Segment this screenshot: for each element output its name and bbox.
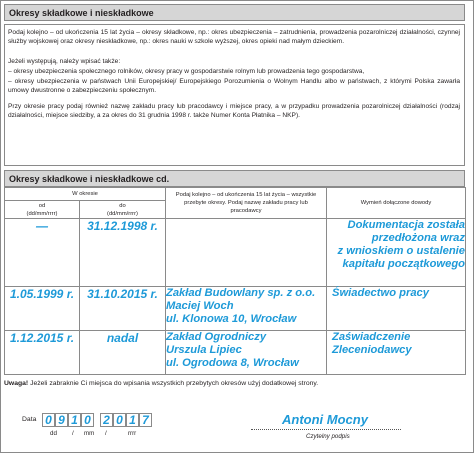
table-row: [5, 331, 466, 375]
note-text: Jeżeli zabraknie Ci miejsca do wpisania wszystkich przebytych okresów użyj dodatkowej strony.: [30, 380, 319, 387]
employer-description[interactable]: [166, 219, 327, 287]
header-to: do (dd/mm/rrrr): [80, 201, 166, 219]
section-title-periods: Okresy składkowe i nieskładkowe: [4, 4, 465, 21]
from-date[interactable]: 1.05.1999 r.: [5, 287, 80, 331]
date-digit-box[interactable]: 0: [81, 413, 94, 427]
attached-documents[interactable]: Świadectwo pracy: [327, 287, 466, 331]
date-digit-box[interactable]: 7: [139, 413, 152, 427]
instruction-bullet-2: – okresy ubezpieczenia w państwach Unii Europejskiej/ Europejskiego Porozumienia o Wolnym Handlu albo w państwach, z którymi Polska zawarła umowy dwustronne o zabezpieczeniu społecznym.: [8, 78, 460, 95]
table-row: [5, 287, 466, 331]
attached-documents[interactable]: Zaświadczenie Zleceniodawcy: [327, 331, 466, 375]
header-period: W okresie: [5, 188, 166, 201]
to-date[interactable]: 31.12.1998 r.: [80, 219, 166, 287]
date-digit-box[interactable]: 2: [100, 413, 113, 427]
instruction-paragraph-1: Podaj kolejno – od ukończenia 15 lat życia – okresy składkowe, np.: okres ubezpieczenia – zatrudnienia, prowadzenia pozarolniczej działalności, czynnej służby wojskowej oraz okresy nieskładkowe, np.: okres nauki w szkole wyższej, okres opieki nad małym dzieckiem.: [8, 29, 460, 46]
date-format-yyyy: rrrr: [128, 430, 137, 437]
header-documents: Wymień dołączone dowody: [327, 188, 466, 219]
date-digit-box[interactable]: 0: [42, 413, 55, 427]
signature-line: [251, 429, 401, 430]
section-title-periods-cont: Okresy składkowe i nieskładkowe cd.: [4, 170, 465, 187]
attached-documents[interactable]: Dokumentacja została przedłożona wraz z wnioskiem o ustalenie kapitału początkowego: [327, 219, 466, 287]
date-digit-box[interactable]: 1: [126, 413, 139, 427]
signature[interactable]: Antoni Mocny: [282, 412, 368, 427]
employer-description[interactable]: Zakład Budowlany sp. z o.o. Maciej Woch ul. Klonowa 10, Wrocław: [166, 287, 327, 331]
date-digit-box[interactable]: 9: [55, 413, 68, 427]
periods-table: [4, 187, 466, 375]
signature-caption: Czytelny podpis: [306, 433, 350, 440]
to-date[interactable]: nadal: [80, 331, 166, 375]
instruction-paragraph-3: Przy okresie pracy podaj również nazwę zakładu pracy lub pracodawcy i miejsce pracy, a w przypadku prowadzenia pozarolniczej działalności (rodzaj działalności, miejsce siedziby, a za okres do 31 grudnia 1998 r. także Numer Konta Płatnika – NKP).: [8, 103, 460, 120]
from-date[interactable]: —: [5, 219, 80, 287]
date-label: Data: [22, 416, 37, 423]
header-description: Podaj kolejno – od ukończenia 15 lat życia – wszystkie przebyte okresy. Podaj nazwę zakładu pracy lub pracodawcy: [166, 188, 327, 219]
note-label: Uwaga!: [4, 380, 29, 387]
to-date[interactable]: 31.10.2015 r.: [80, 287, 166, 331]
instruction-paragraph-2: Jeżeli występują, należy wpisać także:: [8, 58, 121, 65]
from-date[interactable]: 1.12.2015 r.: [5, 331, 80, 375]
date-format-mm: mm: [84, 430, 95, 437]
date-digit-box[interactable]: 1: [68, 413, 81, 427]
instruction-bullet-1: – okresy ubezpieczenia społecznego rolników, okresy pracy w gospodarstwie rolnym lub prowadzenia tego gospodarstwa,: [8, 68, 365, 75]
employer-description[interactable]: Zakład Ogrodniczy Urszula Lipiec ul. Ogrodowa 8, Wrocław: [166, 331, 327, 375]
note: [4, 380, 318, 387]
table-row: [5, 219, 466, 287]
date-format-dd: dd: [50, 430, 57, 437]
header-from: od (dd/mm/rrrr): [5, 201, 80, 219]
date-digit-box[interactable]: 0: [113, 413, 126, 427]
